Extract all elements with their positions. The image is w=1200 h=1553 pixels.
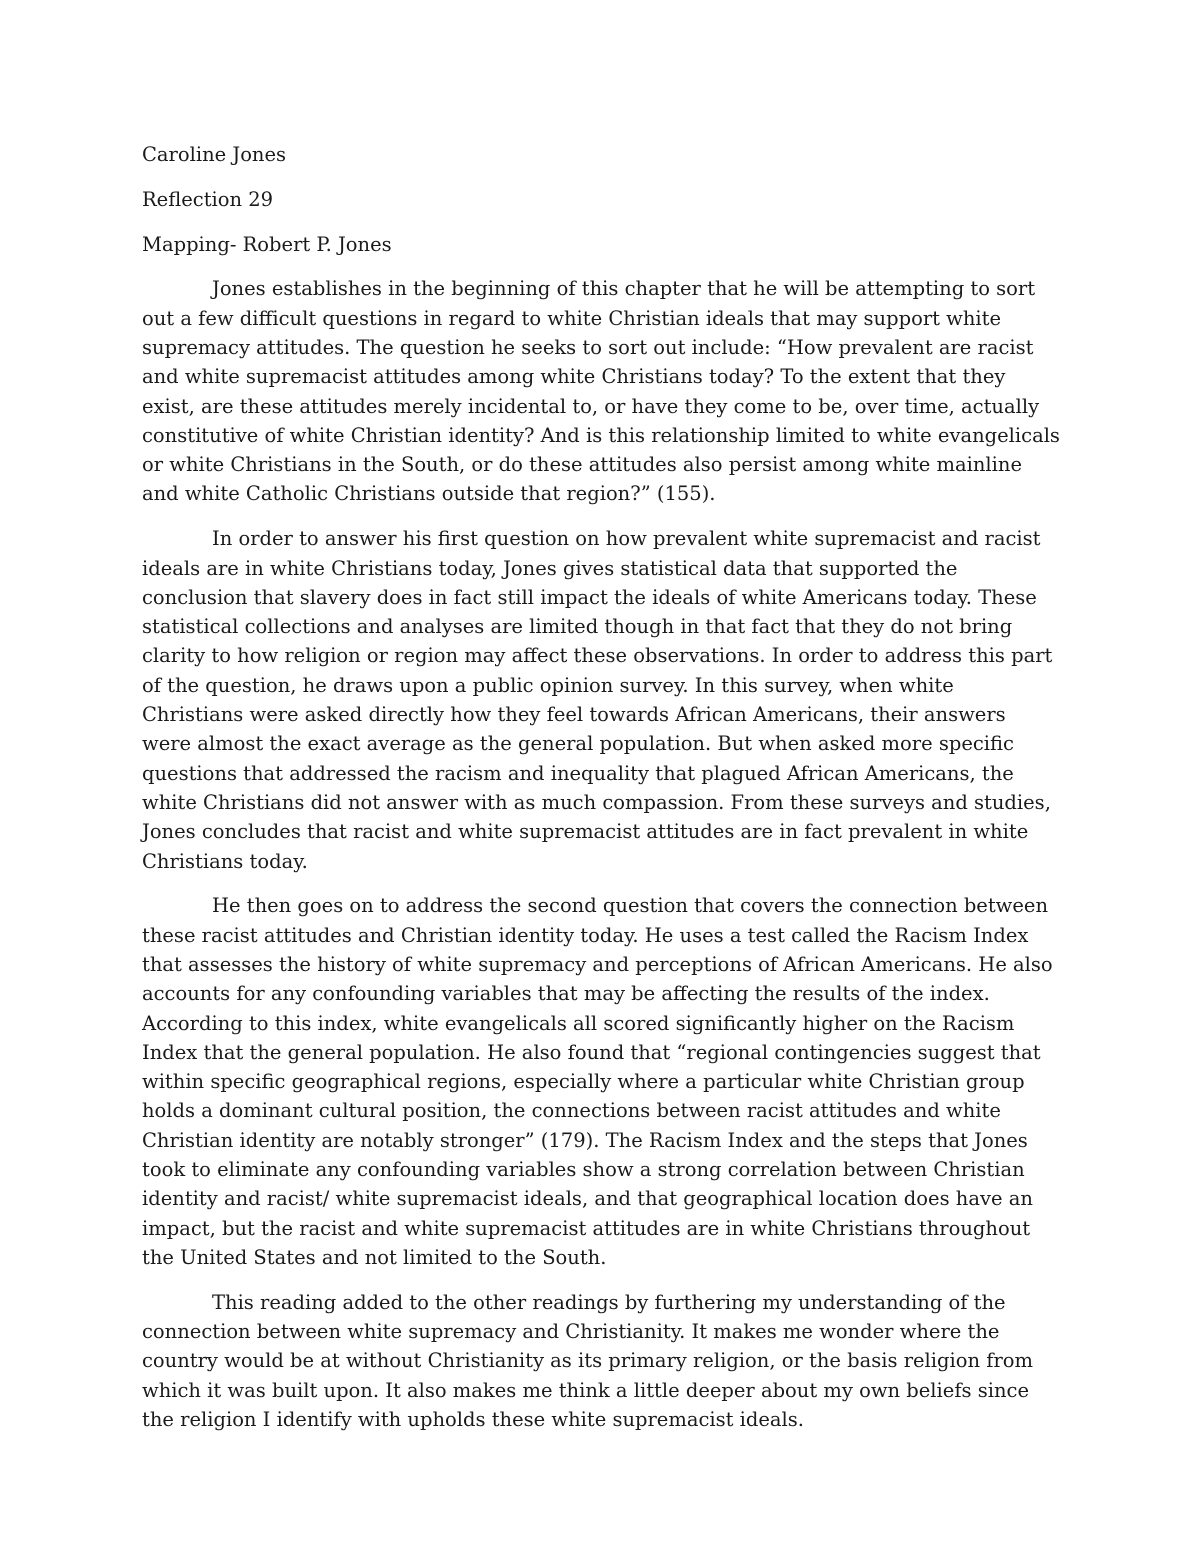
body-paragraph: Jones establishes in the beginning of this chapter that he will be attempting to sort out a few difficult questions in regard to white Christian ideals that may support white supremacy attitudes. The question he seeks to sort out include: “How prevalent are racist and white supremacist attitudes among white Christians today? To the extent that they exist, are these attitudes merely incidental to, or have they come to be, over time, actually constitutive of white Christian identity? And is this relationship limited to white evangelicals or white Christians in the South, or do these attitudes also persist among white mainline and white Catholic Christians outside that region?” (155).	[142, 277, 1060, 506]
reading-title: Mapping- Robert P. Jones	[142, 232, 392, 256]
document-page	[142, 140, 1060, 1450]
body-paragraph: This reading added to the other readings by furthering my understanding of the connection between white supremacy and Christianity. It makes me wonder where the country would be at without Christianity as its primary religion, or the basis religion from which it was built upon. It also makes me think a little deeper about my own beliefs since the religion I identify with upholds these white supremacist ideals.	[142, 1290, 1034, 1431]
body-paragraph: He then goes on to address the second question that covers the connection between these racist attitudes and Christian identity today. He uses a test called the Racism Index that assesses the history of white supremacy and perceptions of African Americans. He also accounts for any confounding variables that may be affecting the results of the index. According to this index, white evangelicals all scored significantly higher on the Racism Index that the general population. He also found that “regional contingencies suggest that within specific geographical regions, especially where a particular white Christian group holds a dominant cultural position, the connections between racist attitudes and white Christian identity are notably stronger” (179). The Racism Index and the steps that Jones took to eliminate any confounding variables show a strong correlation between Christian identity and racist/ white supremacist ideals, and that geographical location does have an impact, but the racist and white supremacist attitudes are in white Christians throughout the United States and not limited to the South.	[142, 894, 1053, 1269]
author-name: Caroline Jones	[142, 143, 287, 166]
assignment-title: Reflection 29	[142, 187, 274, 211]
body-paragraph: In order to answer his first question on how prevalent white supremacist and racist ideals are in white Christians today, Jones gives statistical data that supported the conclusion that slavery does in fact still impact the ideals of white Americans today. These statistical collections and analyses are limited though in that fact that they do not bring clarity to how religion or region may affect these observations. In order to address this part of the question, he draws upon a public opinion survey. In this survey, when white Christians were asked directly how they feel towards African Americans, their answers were almost the exact average as the general population. But when asked more specific questions that addressed the racism and inequality that plagued African Americans, the white Christians did not answer with as much compassion. From these surveys and studies, Jones concludes that racist and white supremacist attitudes are in fact prevalent in white Christians today.	[142, 527, 1053, 873]
